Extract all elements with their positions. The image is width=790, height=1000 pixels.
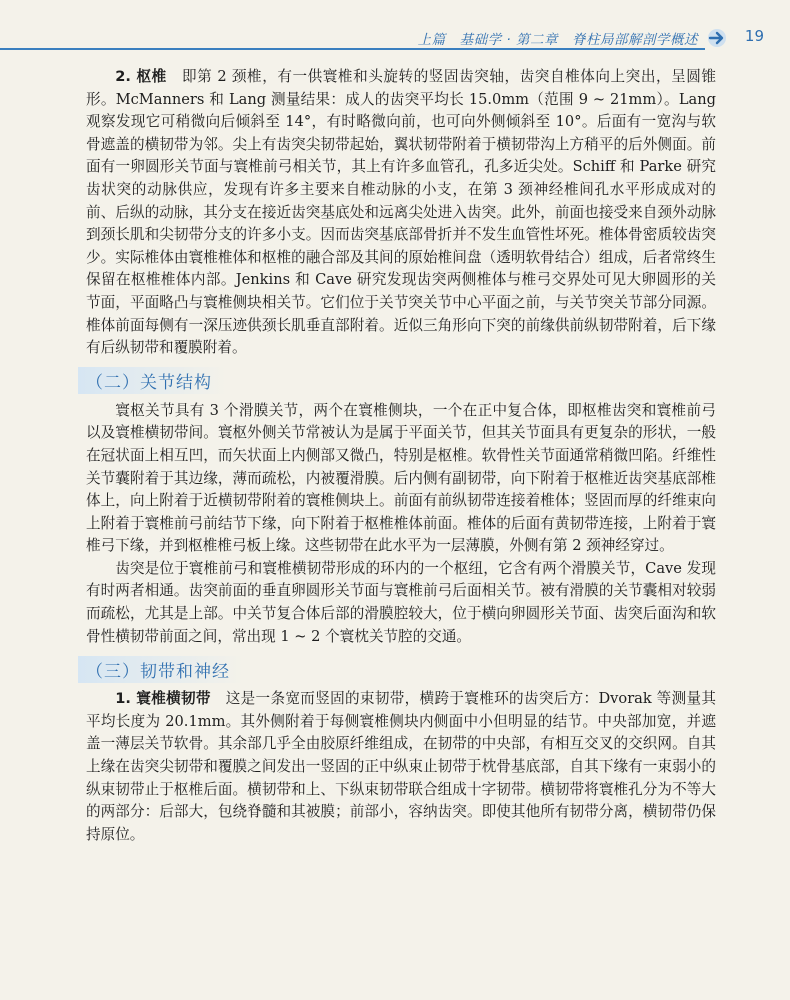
section-heading-label: （三）韧带和神经 [78, 656, 244, 683]
paragraph-axis [86, 66, 716, 360]
paragraph-transverse-ligament [86, 688, 716, 846]
paragraph: 齿突是位于寰椎前弓和寰椎横韧带形成的环内的一个枢纽，它含有两个滑膜关节，Cave 发现有时两者相通。齿突前面的垂直卵圆形关节面与寰椎前弓后面相关节。被有滑膜的关节囊相对较弱而疏松，尤其是上部。中关节复合体后部的滑膜腔较大，位于横向卵圆形关节面、齿突后面沟和软骨性横韧带前面之间，常出现 1 ~ 2 个寰枕关节腔的交通。 [86, 559, 716, 645]
paragraph: 寰枢关节具有 3 个滑膜关节，两个在寰椎侧块，一个在正中复合体，即枢椎齿突和寰椎前弓以及寰椎横韧带间。寰枢外侧关节常被认为是属于平面关节，但其关节面具有更复杂的形状，一般在冠状面上相互凹，而矢状面上内侧部又微凸，特别是枢椎。软骨性关节面通常稍微凹陷。纤维性关节囊附着于其边缘，薄而疏松，内被覆滑膜。后内侧有副韧带，向下附着于枢椎近齿突基底部椎体上，向上附着于近横韧带附着的寰椎侧块上。前面有前纵韧带连接着椎体；竖固而厚的纤维束向上附着于寰椎前弓前结节下缘，向下附着于枢椎椎体前面。椎体的后面有黄韧带连接，上附着于寰椎弓下缘，并到枢椎椎弓板上缘。这些韧带在此水平为一层薄膜，外侧有第 2 颈神经穿过。 [86, 401, 716, 555]
header-rule [0, 48, 705, 50]
section-heading-joint-structure [78, 368, 716, 394]
paragraph-text: 即第 2 颈椎，有一供寰椎和头旋转的竖固齿突轴，齿突自椎体向上突出，呈圆锥形。McManners 和 Lang 测量结果：成人的齿突平均长 15.0mm（范围 9 ~ 21mm）。Lang 观察发现它可稍微向后倾斜至 14°，有时略微向前，也可向外侧倾斜至 10°。后面有一宽沟与软骨遮盖的横韧带为邻。尖上有齿突尖韧带起始，翼状韧带附着于横韧带沟上方稍平的后外侧面。前面有一卵圆形关节面与寰椎前弓相关节，其上有许多血管孔，孔多近尖处。Schiff 和 Parke 研究齿状突的动脉供应，发现有许多主要来自椎动脉的小支，在第 3 颈神经椎间孔水平形成成对的前、后纵的动脉，其分支在接近齿突基底处和远离尖处进入齿突。此外，前面也接受来自颈外动脉到颈长肌和尖韧带分支的许多小支。因而齿突基底部骨折并不发生血管性坏死。椎体骨密质较齿突少。实际椎体由寰椎椎体和枢椎的融合部及其间的原始椎间盘（透明软骨结合）组成，后者常终生保留在枢椎椎体内部。Jenkins 和 Cave 研究发现齿突两侧椎体与椎弓交界处可见大卵圆形的关节面，平面略凸与寰椎侧块相关节。它们位于关节突关节中心平面之前，与关节突关节部分同源。椎体前面每侧有一深压迹供颈长肌垂直部附着。近似三角形向下突的前缘供前纵韧带附着，后下缘有后纵韧带和覆膜附着。 [86, 68, 716, 357]
paragraph-lead: 2. 枢椎 [115, 68, 167, 85]
section-heading-label: （二）关节结构 [78, 367, 226, 394]
paragraph-text: 这是一条宽而竖固的束韧带，横跨于寰椎环的齿突后方：Dvorak 等测量其平均长度为 20.1mm。其外侧附着于每侧寰椎侧块内侧面中小但明显的结节。中央部加宽，并遮盖一薄层关节软骨。其余部几乎全由胶原纤维组成，在韧带的中央部，有相互交叉的交织网。自其上缘在齿突尖韧带和覆膜之间发出一竖固的正中纵束止韧带于枕骨基底部，自其下缘有一束弱小的纵束韧带止于枢椎后面。横韧带和上、下纵束韧带联合组成十字韧带。横韧带将寰椎孔分为不等大的两部分：后部大，包绕脊髓和其被膜；前部小，容纳齿突。即使其他所有韧带分离，横韧带仍保持原位。 [86, 690, 716, 843]
running-header [0, 26, 790, 56]
paragraph-lead: 1. 寰椎横韧带 [115, 690, 211, 708]
page-number: 19 [744, 27, 764, 45]
right-arrow-icon [706, 28, 728, 48]
header-title: 上篇 基础学 · 第二章 脊柱局部解剖学概述 [417, 32, 698, 48]
section-heading-ligaments-nerves [78, 656, 716, 682]
body-text [86, 66, 716, 846]
